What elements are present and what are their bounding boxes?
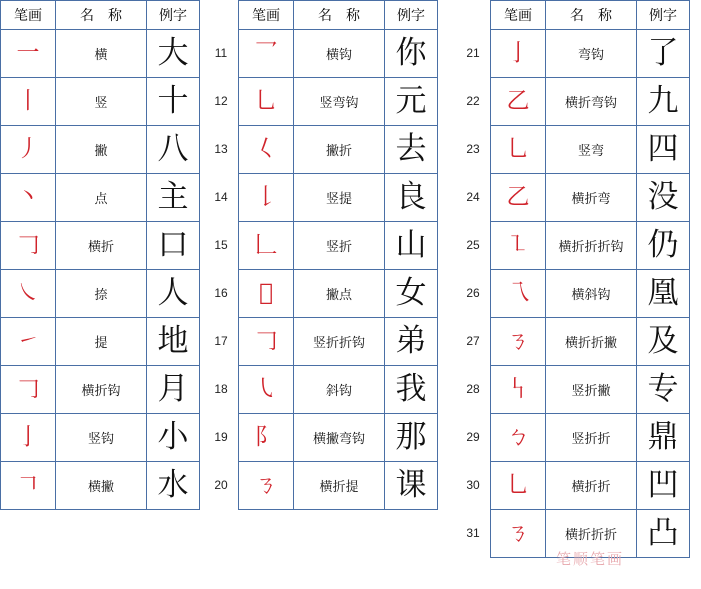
stroke-name: 竖折折钩 bbox=[294, 318, 385, 366]
example-char: 水 bbox=[147, 462, 200, 510]
stroke-glyph: ㄅ bbox=[506, 424, 530, 450]
example-char: 课 bbox=[385, 462, 438, 510]
stroke-glyph: ㇀ bbox=[16, 328, 40, 354]
gutter-spacer bbox=[460, 0, 486, 29]
table-row bbox=[1, 270, 200, 318]
row-number: 20 bbox=[214, 478, 228, 492]
header-example: 例字 bbox=[385, 1, 438, 30]
table-header-row bbox=[239, 1, 438, 30]
stroke-name: 横折折折钩 bbox=[546, 222, 637, 270]
row-number: 19 bbox=[214, 430, 228, 444]
table-row bbox=[491, 270, 690, 318]
row-number: 14 bbox=[214, 190, 228, 204]
stroke-glyph-cell bbox=[239, 366, 294, 414]
table-row bbox=[1, 462, 200, 510]
stroke-name: 横折弯 bbox=[546, 174, 637, 222]
table-header-row bbox=[1, 1, 200, 30]
example-char: 元 bbox=[385, 78, 438, 126]
example-char: 仍 bbox=[637, 222, 690, 270]
stroke-glyph-cell bbox=[239, 174, 294, 222]
stroke-glyph: 乚 bbox=[506, 472, 530, 498]
example-char: 地 bbox=[147, 318, 200, 366]
row-number: 17 bbox=[214, 334, 228, 348]
table-row bbox=[491, 126, 690, 174]
stroke-glyph: ㄋ bbox=[506, 520, 530, 546]
stroke-glyph: 丿 bbox=[16, 136, 40, 162]
stroke-name: 横撇 bbox=[56, 462, 147, 510]
table-row bbox=[1, 30, 200, 78]
header-name: 名 称 bbox=[56, 1, 147, 30]
stroke-glyph-cell bbox=[1, 270, 56, 318]
stroke-glyph: 阝 bbox=[254, 424, 278, 450]
example-char: 九 bbox=[637, 78, 690, 126]
stroke-glyph: 一 bbox=[16, 40, 40, 66]
example-char: 了 bbox=[637, 30, 690, 78]
stroke-name: 横 bbox=[56, 30, 147, 78]
stroke-glyph: 𠃑 bbox=[506, 376, 530, 402]
stroke-glyph-cell bbox=[491, 510, 546, 558]
table-row bbox=[239, 78, 438, 126]
stroke-glyph-cell bbox=[239, 126, 294, 174]
stroke-name: 横折 bbox=[56, 222, 147, 270]
stroke-glyph: 亅 bbox=[506, 40, 530, 66]
example-char: 山 bbox=[385, 222, 438, 270]
example-char: 小 bbox=[147, 414, 200, 462]
stroke-name: 撇 bbox=[56, 126, 147, 174]
stroke-table bbox=[0, 0, 200, 510]
stroke-name: 捺 bbox=[56, 270, 147, 318]
stroke-glyph-cell bbox=[491, 366, 546, 414]
stroke-name: 竖折 bbox=[294, 222, 385, 270]
row-number: 15 bbox=[214, 238, 228, 252]
stroke-glyph-cell bbox=[1, 78, 56, 126]
table-row bbox=[491, 78, 690, 126]
stroke-glyph: 乚 bbox=[254, 88, 278, 114]
example-char: 口 bbox=[147, 222, 200, 270]
row-number: 11 bbox=[214, 46, 228, 60]
row-number: 12 bbox=[214, 94, 228, 108]
stroke-glyph-cell bbox=[239, 318, 294, 366]
header-stroke: 笔画 bbox=[239, 1, 294, 30]
table-row bbox=[491, 222, 690, 270]
stroke-glyph-cell bbox=[239, 222, 294, 270]
stroke-glyph-cell bbox=[1, 414, 56, 462]
table-row bbox=[491, 462, 690, 510]
stroke-glyph: 𠄌 bbox=[254, 184, 278, 210]
example-char: 那 bbox=[385, 414, 438, 462]
stroke-glyph-cell bbox=[491, 318, 546, 366]
example-char: 没 bbox=[637, 174, 690, 222]
row-number: 21 bbox=[466, 46, 480, 60]
stroke-glyph: 乙 bbox=[506, 184, 530, 210]
row-number: 13 bbox=[214, 142, 228, 156]
example-char: 女 bbox=[385, 270, 438, 318]
table-row bbox=[491, 30, 690, 78]
stroke-glyph: ㄋ bbox=[254, 472, 278, 498]
stroke-glyph-cell bbox=[239, 30, 294, 78]
example-char: 良 bbox=[385, 174, 438, 222]
row-number: 29 bbox=[466, 430, 480, 444]
stroke-name: 竖钩 bbox=[56, 414, 147, 462]
stroke-glyph-cell bbox=[1, 462, 56, 510]
gutter-spacer bbox=[208, 0, 234, 29]
table-row bbox=[1, 174, 200, 222]
example-char: 月 bbox=[147, 366, 200, 414]
stroke-glyph: 𠄐 bbox=[259, 280, 273, 306]
stroke-name: 横撇弯钩 bbox=[294, 414, 385, 462]
stroke-table-column-3 bbox=[490, 0, 690, 558]
example-char: 我 bbox=[385, 366, 438, 414]
row-number: 23 bbox=[466, 142, 480, 156]
stroke-name: 横斜钩 bbox=[546, 270, 637, 318]
stroke-table bbox=[490, 0, 690, 558]
header-stroke: 笔画 bbox=[491, 1, 546, 30]
stroke-name: 竖弯 bbox=[546, 126, 637, 174]
table-row bbox=[239, 318, 438, 366]
row-number: 31 bbox=[466, 526, 480, 540]
stroke-glyph: ㇏ bbox=[16, 280, 40, 306]
example-char: 凹 bbox=[637, 462, 690, 510]
example-char: 凰 bbox=[637, 270, 690, 318]
stroke-glyph-cell bbox=[491, 78, 546, 126]
stroke-glyph: 𠃌 bbox=[16, 232, 40, 258]
stroke-glyph-cell bbox=[491, 222, 546, 270]
stroke-glyph: 𠃊 bbox=[254, 232, 278, 258]
example-char: 主 bbox=[147, 174, 200, 222]
stroke-glyph: 亅 bbox=[16, 424, 40, 450]
stroke-table-column-2 bbox=[238, 0, 438, 510]
example-char: 及 bbox=[637, 318, 690, 366]
header-name: 名 称 bbox=[546, 1, 637, 30]
table-row bbox=[1, 78, 200, 126]
stroke-glyph-cell bbox=[491, 462, 546, 510]
row-number: 22 bbox=[466, 94, 480, 108]
example-char: 专 bbox=[637, 366, 690, 414]
table-header-row bbox=[491, 1, 690, 30]
stroke-glyph-cell bbox=[239, 462, 294, 510]
table-row bbox=[239, 222, 438, 270]
table-row bbox=[1, 318, 200, 366]
example-char: 凸 bbox=[637, 510, 690, 558]
stroke-glyph: 𠃍 bbox=[16, 472, 40, 498]
row-number-gutter-3 bbox=[460, 0, 486, 557]
example-char: 人 bbox=[147, 270, 200, 318]
stroke-name: 竖弯钩 bbox=[294, 78, 385, 126]
table-row bbox=[491, 366, 690, 414]
stroke-glyph-cell bbox=[1, 30, 56, 78]
table-row bbox=[1, 126, 200, 174]
example-char: 去 bbox=[385, 126, 438, 174]
table-row bbox=[239, 174, 438, 222]
table-row bbox=[239, 270, 438, 318]
stroke-glyph-cell bbox=[491, 414, 546, 462]
stroke-name: 横折折 bbox=[546, 462, 637, 510]
stroke-glyph-cell bbox=[1, 318, 56, 366]
stroke-name: 竖折折 bbox=[546, 414, 637, 462]
table-row bbox=[491, 174, 690, 222]
stroke-glyph: 乙 bbox=[506, 88, 530, 114]
stroke-name: 撇折 bbox=[294, 126, 385, 174]
example-char: 大 bbox=[147, 30, 200, 78]
stroke-name: 横折折折 bbox=[546, 510, 637, 558]
row-number: 24 bbox=[466, 190, 480, 204]
header-stroke: 笔画 bbox=[1, 1, 56, 30]
stroke-glyph: 𠃌 bbox=[16, 376, 40, 402]
table-row bbox=[1, 366, 200, 414]
stroke-name: 横折提 bbox=[294, 462, 385, 510]
stroke-glyph-cell bbox=[1, 222, 56, 270]
stroke-name: 竖 bbox=[56, 78, 147, 126]
stroke-glyph-cell bbox=[1, 126, 56, 174]
stroke-name: 点 bbox=[56, 174, 147, 222]
stroke-glyph: 丶 bbox=[16, 184, 40, 210]
row-number: 27 bbox=[466, 334, 480, 348]
row-number: 30 bbox=[466, 478, 480, 492]
table-row bbox=[239, 414, 438, 462]
stroke-glyph: ㇅ bbox=[506, 232, 530, 258]
table-row bbox=[1, 222, 200, 270]
table-row bbox=[491, 318, 690, 366]
table-row bbox=[491, 414, 690, 462]
table-row bbox=[239, 30, 438, 78]
stroke-table-column-1 bbox=[0, 0, 200, 510]
table-row bbox=[239, 366, 438, 414]
row-number-gutter-2 bbox=[208, 0, 234, 509]
stroke-glyph: 乛 bbox=[254, 40, 278, 66]
row-number: 18 bbox=[214, 382, 228, 396]
stroke-glyph-cell bbox=[491, 30, 546, 78]
example-char: 八 bbox=[147, 126, 200, 174]
stroke-glyph: 乚 bbox=[506, 136, 530, 162]
example-char: 十 bbox=[147, 78, 200, 126]
table-row bbox=[491, 510, 690, 558]
row-number: 26 bbox=[466, 286, 480, 300]
stroke-glyph-cell bbox=[1, 366, 56, 414]
stroke-glyph-cell bbox=[239, 414, 294, 462]
header-name: 名 称 bbox=[294, 1, 385, 30]
stroke-name: 横折弯钩 bbox=[546, 78, 637, 126]
example-char: 你 bbox=[385, 30, 438, 78]
stroke-name: 提 bbox=[56, 318, 147, 366]
stroke-table bbox=[238, 0, 438, 510]
stroke-glyph-cell bbox=[491, 174, 546, 222]
row-number: 25 bbox=[466, 238, 480, 252]
example-char: 鼎 bbox=[637, 414, 690, 462]
table-row bbox=[239, 462, 438, 510]
header-example: 例字 bbox=[637, 1, 690, 30]
stroke-glyph: 𡿨 bbox=[254, 136, 278, 162]
table-row bbox=[239, 126, 438, 174]
example-char: 弟 bbox=[385, 318, 438, 366]
stroke-glyph-cell bbox=[491, 126, 546, 174]
stroke-name: 横钩 bbox=[294, 30, 385, 78]
stroke-glyph: 𠃌 bbox=[254, 328, 278, 354]
stroke-name: 竖提 bbox=[294, 174, 385, 222]
row-number: 16 bbox=[214, 286, 228, 300]
header-example: 例字 bbox=[147, 1, 200, 30]
stroke-name: 弯钩 bbox=[546, 30, 637, 78]
table-row bbox=[1, 414, 200, 462]
watermark: 笔顺笔画 bbox=[556, 551, 625, 568]
stroke-name: 竖折撇 bbox=[546, 366, 637, 414]
stroke-name: 斜钩 bbox=[294, 366, 385, 414]
stroke-glyph: 丨 bbox=[16, 88, 40, 114]
stroke-glyph-cell bbox=[239, 78, 294, 126]
example-char: 四 bbox=[637, 126, 690, 174]
stroke-glyph-cell bbox=[1, 174, 56, 222]
stroke-glyph-cell bbox=[239, 270, 294, 318]
stroke-name: 横折钩 bbox=[56, 366, 147, 414]
stroke-glyph: ㄋ bbox=[506, 328, 530, 354]
stroke-glyph: ㇂ bbox=[254, 376, 278, 402]
row-number: 28 bbox=[466, 382, 480, 396]
stroke-name: 横折折撇 bbox=[546, 318, 637, 366]
stroke-name: 撇点 bbox=[294, 270, 385, 318]
stroke-glyph-cell bbox=[491, 270, 546, 318]
stroke-glyph: 乁 bbox=[506, 280, 530, 306]
